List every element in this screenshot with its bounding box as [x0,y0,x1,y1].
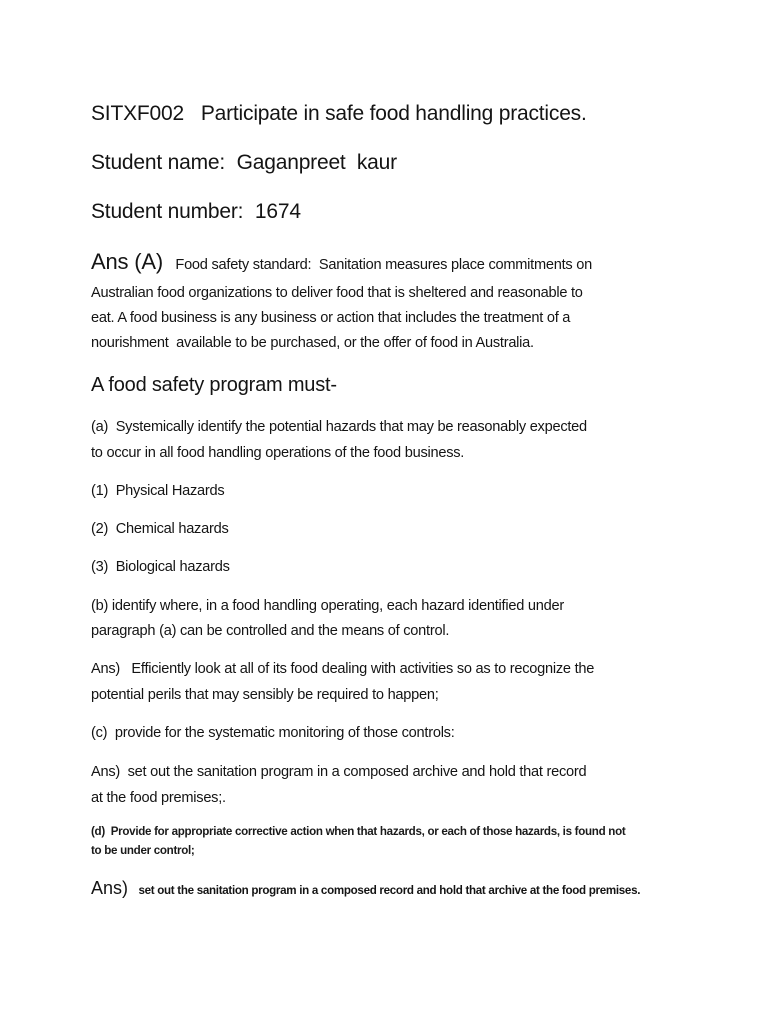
student-number-label: Student number: [91,200,244,223]
title-text: SITXF002 Participate in safe food handling practices. [91,102,587,125]
ans-a-label: Ans (A) [91,249,163,274]
ans-b-text: Ans) Efficiently look at all of its food dealing with activities so as to recognize the [91,661,595,677]
program-heading [91,374,337,397]
hazard-text: (2) Chemical hazards [91,521,229,537]
item-d-text: to be under control; [91,844,195,857]
item-a-line-2 [91,440,464,466]
ans-c-text: at the food premises;. [91,790,226,806]
ans-c-text: Ans) set out the sanitation program in a composed archive and hold that record [91,764,587,780]
item-d-line-2 [91,841,195,860]
ans-b-text: potential perils that may sensibly be required to happen; [91,687,439,703]
student-name-value: Gaganpreet kaur [236,151,397,174]
item-b-text: (b) identify where, in a food handling operating, each hazard identified under [91,598,564,614]
item-c [91,720,455,746]
ans-a-text: eat. A food business is any business or action that includes the treatment of a [91,310,571,326]
student-number-value: 1674 [254,200,301,223]
item-c-text: (c) provide for the systematic monitoring of those controls: [91,725,455,741]
ans-a-text: Australian food organizations to deliver food that is sheltered and reasonable to [91,285,583,301]
ans-d-line [91,878,640,899]
ans-a-line-2 [91,280,583,306]
item-a-line-1 [91,414,587,440]
item-b-line-1 [91,593,564,619]
ans-a-first-line [91,249,592,275]
ans-b-line-1 [91,656,594,682]
document-title [91,102,587,126]
ans-c-line-1 [91,759,586,785]
hazard-physical [91,478,224,504]
ans-d-label: Ans) [91,878,129,898]
item-a-text: to occur in all food handling operations of the food business. [91,445,465,461]
ans-a-text: nourishment available to be purchased, or the offer of food in Australia. [91,335,534,351]
student-number-line [91,200,301,224]
ans-a-line-4 [91,330,534,356]
item-b-text: paragraph (a) can be controlled and the means of control. [91,623,450,639]
item-d-text: (d) Provide for appropriate corrective action when that hazards, or each of those hazards, is found not [91,825,626,838]
item-a-text: (a) Systemically identify the potential hazards that may be reasonably expected [91,419,587,435]
student-name-label: Student name: [91,151,225,174]
hazard-text: (1) Physical Hazards [91,483,225,499]
hazard-chemical [91,516,229,542]
ans-d-text: set out the sanitation program in a composed record and hold that archive at the food premises. [138,884,641,897]
item-d-line-1 [91,822,625,841]
ans-b-line-2 [91,682,439,708]
hazard-text: (3) Biological hazards [91,559,230,575]
ans-a-line-3 [91,305,570,331]
ans-c-line-2 [91,785,226,811]
student-name-line [91,151,397,175]
hazard-biological [91,554,230,580]
program-heading-text: A food safety program must- [91,374,337,396]
ans-a-first-text: Food safety standard: Sanitation measures place commitments on [175,257,593,273]
item-b-line-2 [91,618,449,644]
